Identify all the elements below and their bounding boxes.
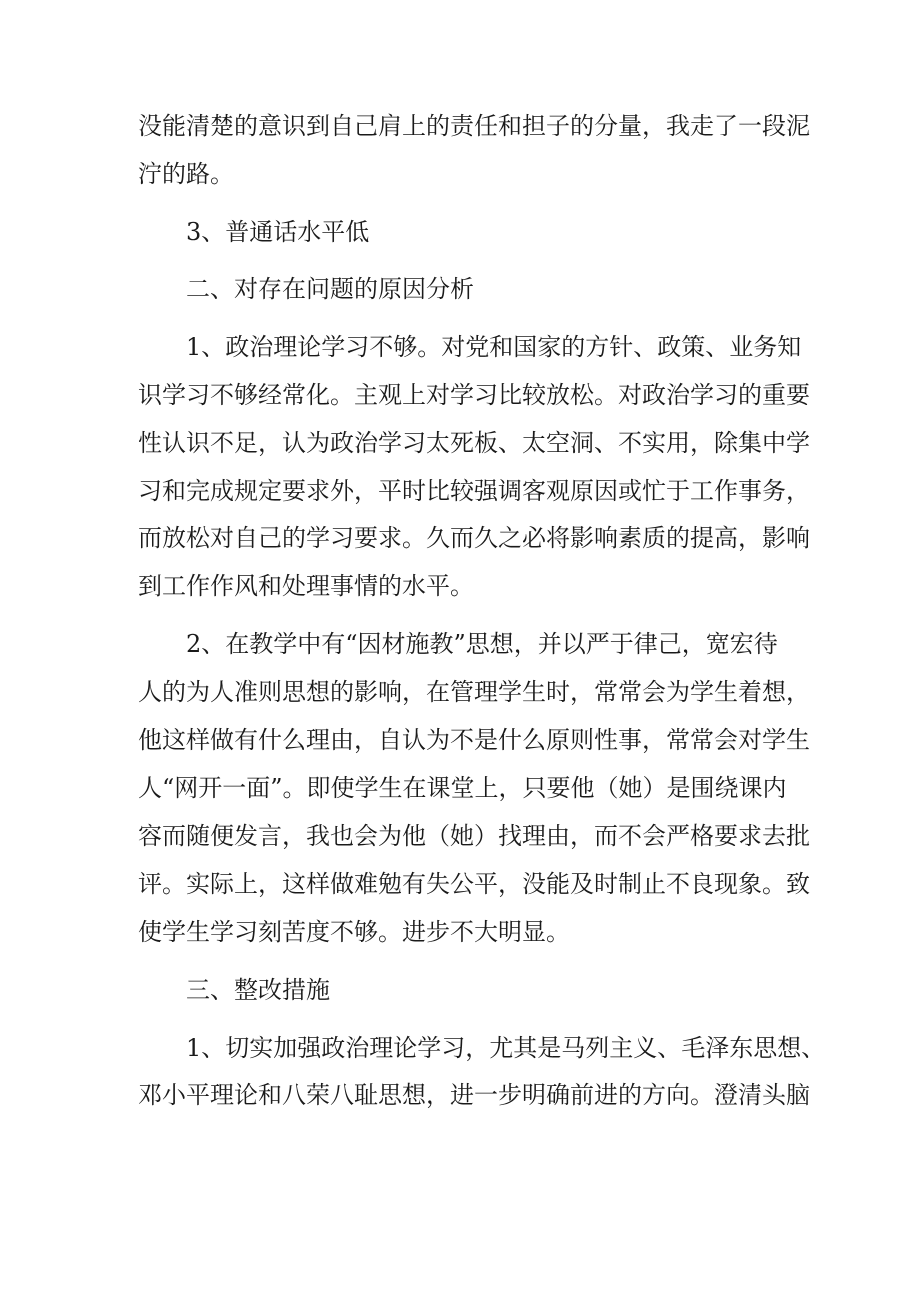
paragraph-start: 1、政治理论学习不够。对党和国家的方针、政策、业务知	[186, 333, 802, 361]
list-item-heading: 3、普通话水平低	[186, 218, 370, 246]
text-line: 他这样做有什么理由，自认为不是什么原则性事，常常会对学生	[138, 726, 810, 754]
paragraph-start: 1、切实加强政治理论学习，尤其是马列主义、毛泽东思想、	[186, 1034, 826, 1062]
section-heading: 二、对存在问题的原因分析	[186, 275, 474, 303]
text-line: 人的为人准则思想的影响，在管理学生时，常常会为学生着想，	[138, 678, 810, 706]
text-line: 性认识不足，认为政治学习太死板、太空洞、不实用，除集中学	[138, 429, 810, 457]
text-line: 泞的路。	[138, 160, 234, 188]
text-line: 评。实际上，这样做难勉有失公平，没能及时制止不良现象。致	[138, 870, 810, 898]
text-line: 使学生学习刻苦度不够。进步不大明显。	[138, 918, 570, 946]
text-line: 没能清楚的意识到自己肩上的责任和担子的分量，我走了一段泥	[138, 112, 810, 140]
text-line: 习和完成规定要求外，平时比较强调客观原因或忙于工作事务，	[138, 477, 810, 505]
text-line: 到工作作风和处理事情的水平。	[138, 572, 474, 600]
text-line: 而放松对自己的学习要求。久而久之必将影响素质的提高，影响	[138, 524, 810, 552]
text-line: 容而随便发言，我也会为他（她）找理由，而不会严格要求去批	[138, 822, 810, 850]
text-line: 邓小平理论和八荣八耻思想，进一步明确前进的方向。澄清头脑	[138, 1081, 810, 1109]
text-line: 识学习不够经常化。主观上对学习比较放松。对政治学习的重要	[138, 381, 810, 409]
section-heading: 三、整改措施	[186, 976, 330, 1004]
paragraph-start: 2、在教学中有“因材施教”思想，并以严于律己，宽宏待	[186, 630, 778, 658]
text-line: 人“网开一面”。即使学生在课堂上，只要他（她）是围绕课内	[138, 774, 787, 802]
